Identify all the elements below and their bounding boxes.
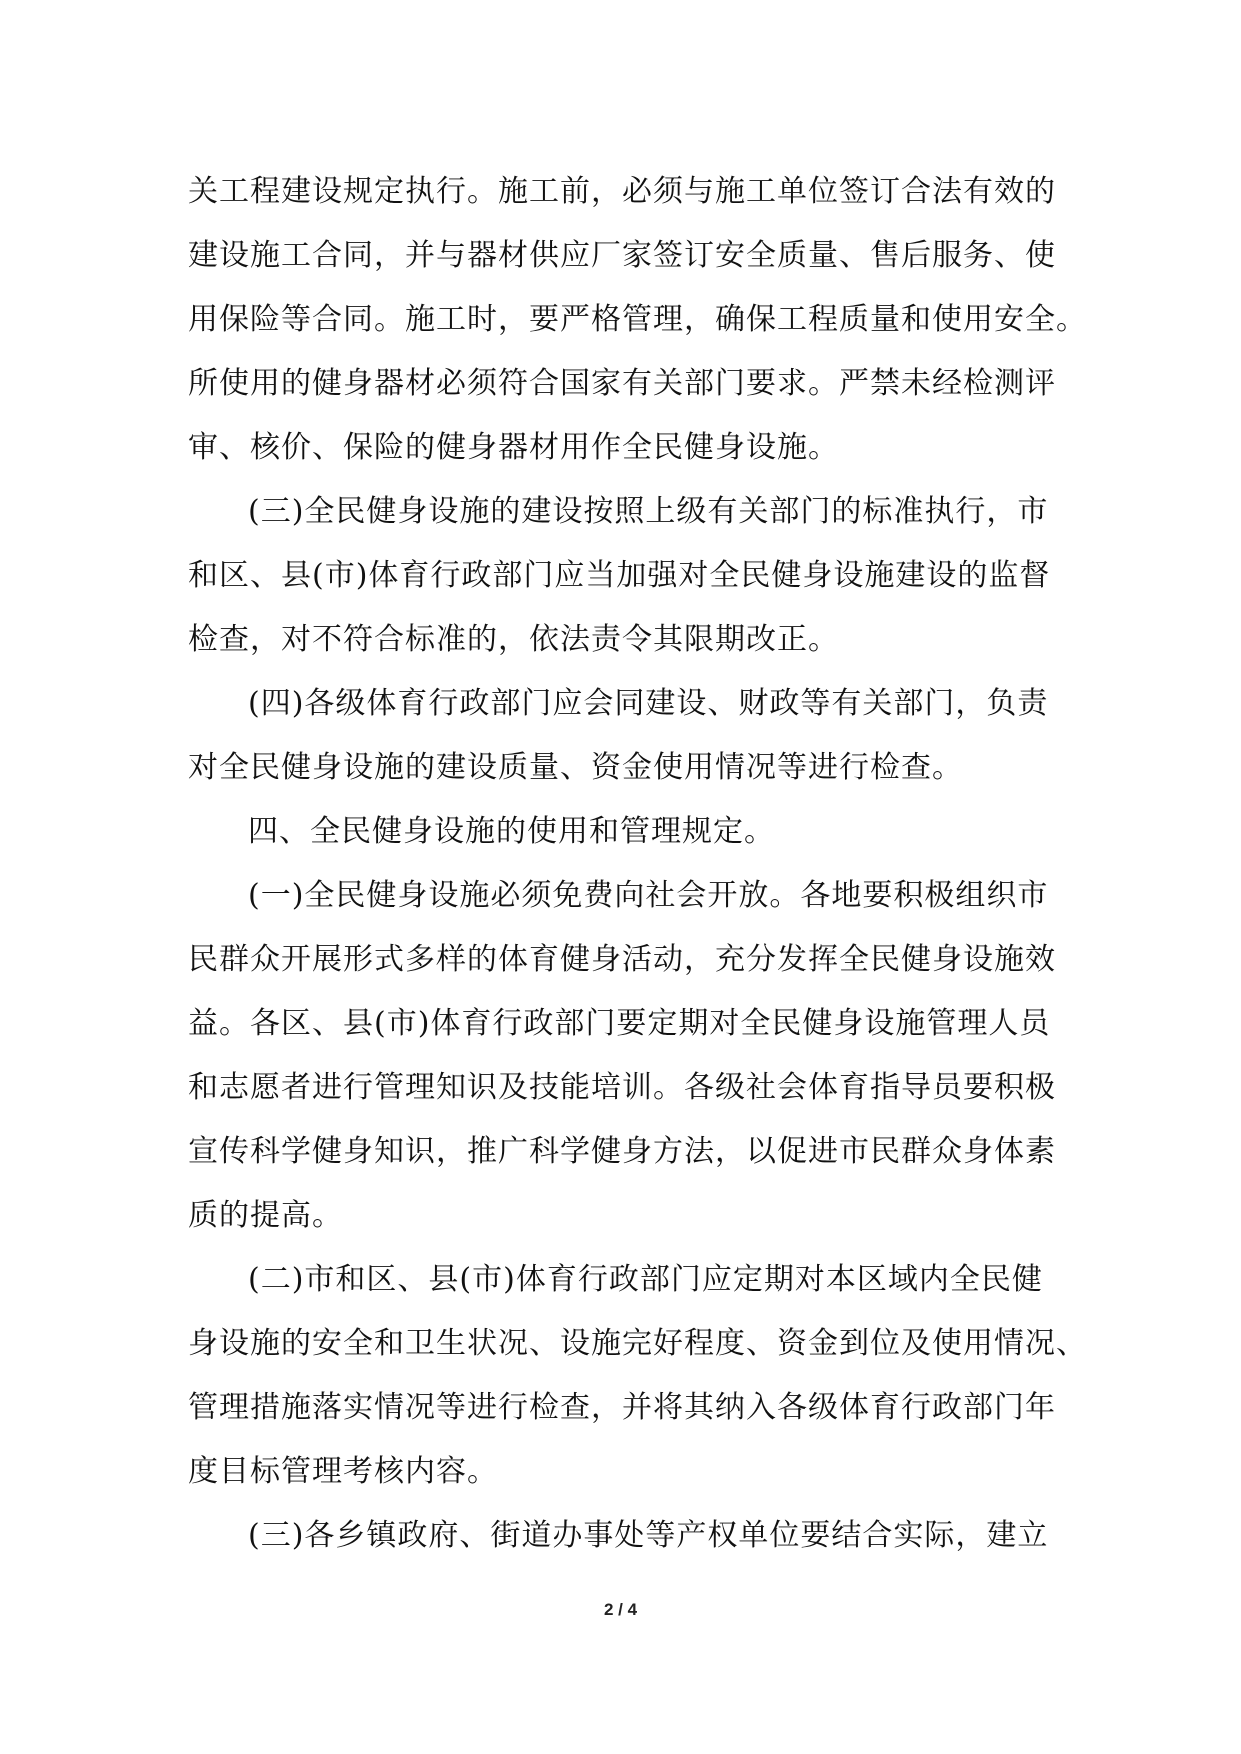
paragraph-start-line: (三)各乡镇政府、街道办事处等产权单位要结合实际，建立: [248, 1518, 1049, 1553]
text-line: 度目标管理考核内容。: [188, 1454, 498, 1489]
page-number: 2 / 4: [603, 1600, 638, 1619]
text-line: 所使用的健身器材必须符合国家有关部门要求。严禁未经检测评: [188, 366, 1056, 401]
text-line: 建设施工合同，并与器材供应厂家签订安全质量、售后服务、使: [188, 238, 1056, 273]
text-line: 身设施的安全和卫生状况、设施完好程度、资金到位及使用情况、: [188, 1326, 1087, 1361]
paragraph-start-line: (一)全民健身设施必须免费向社会开放。各地要积极组织市: [248, 878, 1049, 913]
text-line: 管理措施落实情况等进行检查，并将其纳入各级体育行政部门年: [188, 1390, 1056, 1425]
text-line: 质的提高。: [188, 1198, 343, 1233]
paragraph-start-line: (三)全民健身设施的建设按照上级有关部门的标准执行，市: [248, 494, 1049, 529]
text-line: 审、核价、保险的健身器材用作全民健身设施。: [188, 430, 839, 465]
paragraph-start-line: (二)市和区、县(市)体育行政部门应定期对本区域内全民健: [248, 1262, 1043, 1297]
paragraph-start-line: (四)各级体育行政部门应会同建设、财政等有关部门，负责: [248, 686, 1049, 721]
text-line: 和志愿者进行管理知识及技能培训。各级社会体育指导员要积极: [188, 1070, 1056, 1105]
text-line: 和区、县(市)体育行政部门应当加强对全民健身设施建设的监督: [188, 558, 1051, 593]
text-line: 对全民健身设施的建设质量、资金使用情况等进行检查。: [188, 750, 963, 785]
text-line: 检查，对不符合标准的，依法责令其限期改正。: [188, 622, 839, 657]
text-line: 民群众开展形式多样的体育健身活动，充分发挥全民健身设施效: [188, 942, 1056, 977]
text-line: 用保险等合同。施工时，要严格管理，确保工程质量和使用安全。: [188, 302, 1087, 337]
section-heading: 四、全民健身设施的使用和管理规定。: [248, 814, 775, 849]
document-body: [188, 160, 1088, 1568]
text-line: 益。各区、县(市)体育行政部门要定期对全民健身设施管理人员: [188, 1006, 1051, 1041]
text-line: 关工程建设规定执行。施工前，必须与施工单位签订合法有效的: [188, 174, 1056, 209]
text-line: 宣传科学健身知识，推广科学健身方法，以促进市民群众身体素: [188, 1134, 1056, 1169]
